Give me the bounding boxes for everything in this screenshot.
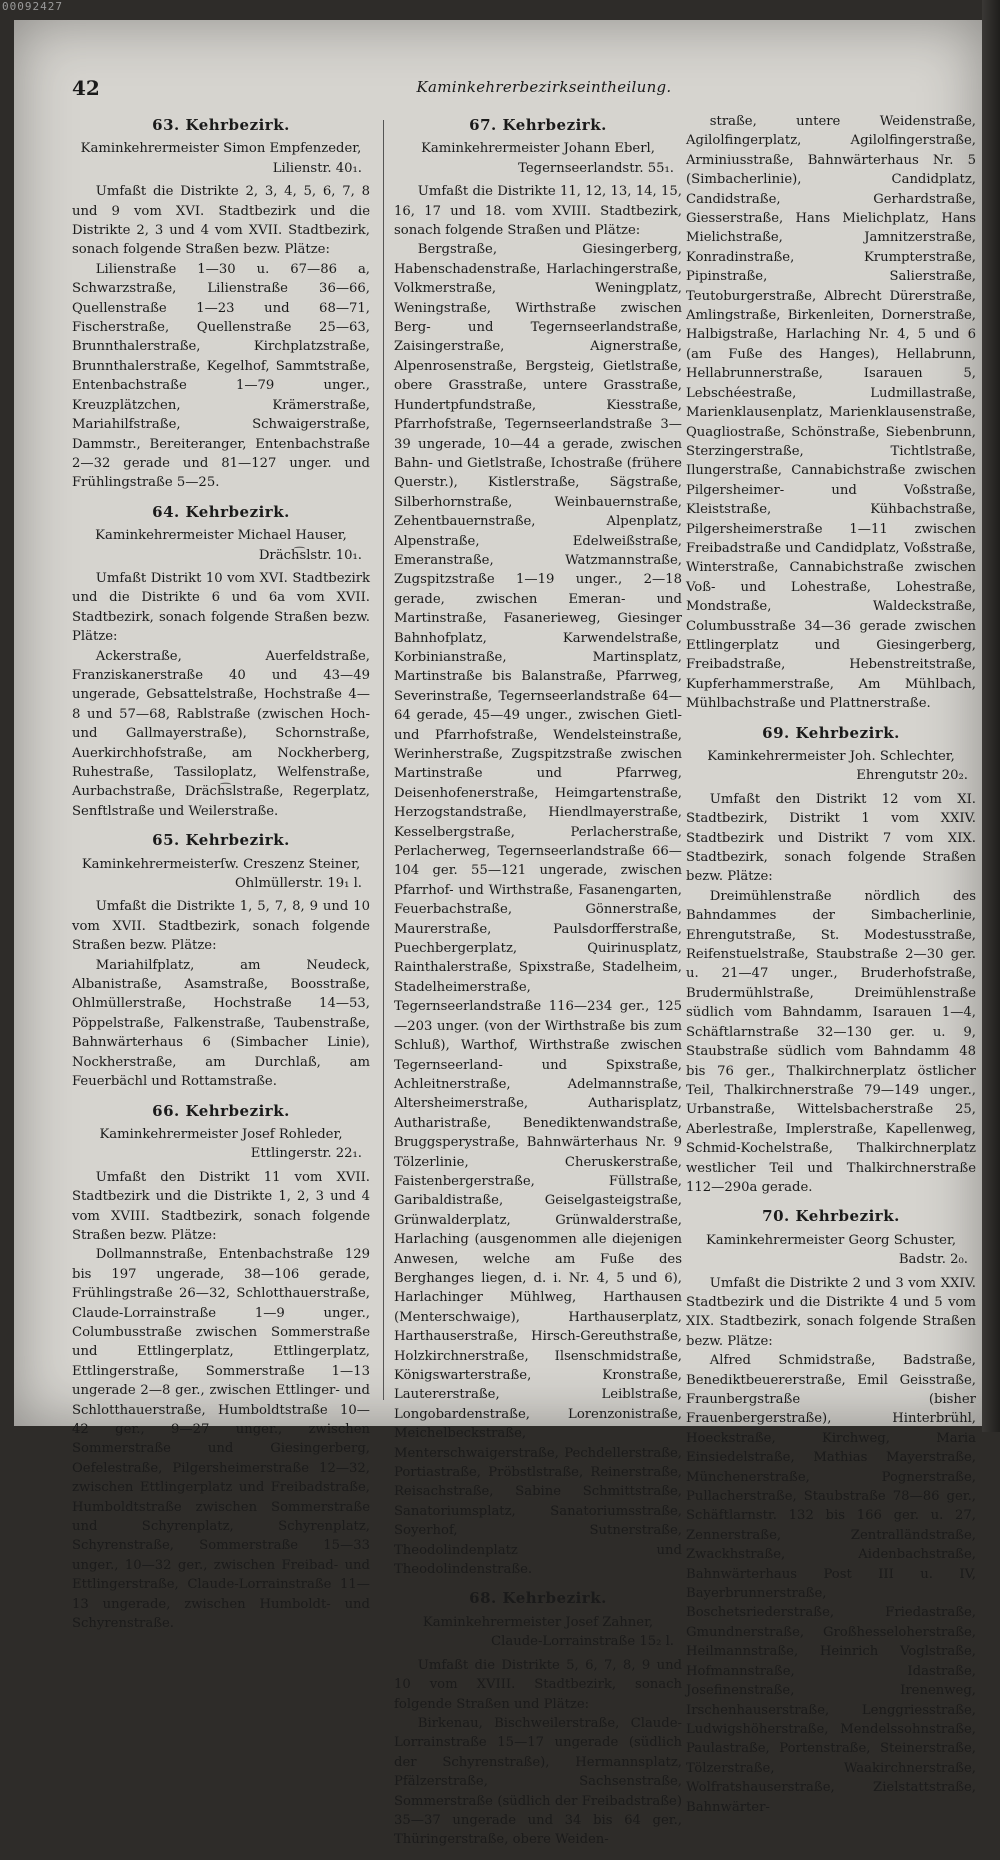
section-master: Kaminkehrermeister Josef Zahner, bbox=[422, 1614, 654, 1630]
section-address: Tegernseerlandstr. 55₁. bbox=[518, 160, 674, 176]
section-streets: Mariahilfplatz, am Neudeck, Albanistraße, Asamstraße, Boosstraße, Ohlmüllerstraße, Hochstraße 14—53, Pöppelstraße, Falkenstraße, Taubenstraße, Bahnwärterhaus 6 (Simbacher Linie), Nockherstraße, am Durchlaß, am Feuerbächl und Rottamstraße. bbox=[72, 957, 370, 1090]
section-title: 64. Kehrbezirk. bbox=[152, 502, 290, 521]
section-intro: Umfaßt den Distrikt 11 vom XVII. Stadtbezirk und die Distrikte 1, 2, 3 und 4 vom XVIII. Stadtbezirk, sonach folgende Straßen bezw. Plätze: bbox=[72, 1169, 370, 1243]
section-title: 65. Kehrbezirk. bbox=[152, 831, 290, 850]
section-intro: Umfaßt die Distrikte 11, 12, 13, 14, 15, 16, 17 und 18. vom XVIII. Stadtbezirk, sonach folgende Straßen und Plätze: bbox=[394, 184, 682, 239]
section-master: Kaminkehrermeister Joh. Schlechter, bbox=[707, 749, 955, 764]
section-66 bbox=[72, 1102, 370, 1634]
section-streets: Birkenau, Bischweilerstraße, Claude-Lorrainstraße 15—17 ungerade (südlich der Schyrenstraße), Hermannsplatz, Pfälzerstraße, Sachsenstraße, Sommerstraße (südlich der Freibadstraße) 35—37 ungerade und 34 bis 64 ger., Thüringerstraße, obere Weiden- bbox=[394, 1715, 682, 1848]
section-master: Kaminkehrermeister Johann Eberl, bbox=[421, 141, 655, 157]
section-title: 67. Kehrbezirk. bbox=[469, 116, 607, 134]
section-title: 66. Kehrbezirk. bbox=[152, 1101, 290, 1120]
section-streets: Alfred Schmidstraße, Badstraße, Benediktbeuererstraße, Emil Geisstraße, Fraunbergstraße (bisher Frauenbergerstraße), Hinterbrühl, Hoeckstraße, Kirchweg, Maria Einsiedelstraße, Mathias Mayerstraße, Münchenerstraße, Pognerstraße, Pullacherstraße, Staubstraße 78—86 ger., Schäftlarnstr. 132 bis 166 ger. u. 27, Zennerstraße, Zentralländstraße, Zwackhstraße, Aidenbachstraße, Bahnwärterhaus Post III u. IV, Bayerbrunnerstraße, Boschetsriederstraße, Friedastraße, Gmundnerstraße, Großhesseloherstraße, Heilmannstraße, Heinrich Voglstraße, Hofmannstraße, Idastraße, Josefinenstraße, Irenenweg, Irschenhauserstraße, Lenggriesstraße, Ludwigshöherstraße, Mendelssohnstraße, Paulastraße, Portenstraße, Steinerstraße, Tölzerstraße, Waakirchnerstraße, Wolfratshauserstraße, Zielstattstraße, Bahnwärter- bbox=[686, 1353, 976, 1815]
section-streets: Dollmannstraße, Entenbachstraße 129 bis 197 ungerade, 38—106 gerade, Frühlingstraße 26—32, Schlotthauerstraße, Claude-Lorrainstraße 1—9 unger., Columbusstraße zwischen Sommerstraße und Ettlingerplatz, Ettlingerplatz, Ettlingerstraße, Sommerstraße 1—13 ungerade 2—8 ger., zwischen Ettlinger- und Schlotthauerstraße, Humboldtstraße 10—42 ger., 9—27 unger., zwischen Sommerstraße und Giesingerberg, Oefelestraße, Pilgersheimerstraße 12—32, zwischen Ettlingerplatz und Freibadstraße, Humboldtstraße zwischen Sommerstraße und Schyrenplatz, Schyrenplatz, Schyrenstraße, Sommerstraße 15—33 unger., 10—32 ger., zwischen Freibad- und Ettlingerstraße, Claude-Lorrainstraße 11—13 ungerade, zwischen Humboldt- und Schyrenstraße. bbox=[72, 1247, 370, 1632]
section-master: Kaminkehrermeisterſw. Creszenz Steiner, bbox=[81, 856, 361, 872]
section-intro: Umfaßt Distrikt 10 vom XVI. Stadtbezirk und die Distrikte 6 und 6a vom XVII. Stadtbezirk, sonach folgende Straßen bezw. Plätze: bbox=[72, 570, 370, 645]
running-head: Kaminkehrerbezirkseintheilung. bbox=[416, 78, 672, 96]
section-streets: Ackerstraße, Auerfeldstraße, Franziskanerstraße 40 und 43—49 ungerade, Gebsattelstraße, Hochstraße 4—8 und 57—68, Rablstraße (zwischen Hoch- und Gallmayerstraße), Schornstraße, Auerkirchhofstraße, am Nockherberg, Ruhestraße, Tassiloplatz, Welfenstraße, Aurbachstraße, Dräch͡slstraße, Regerplatz, Senftlstraße und Weilerstraße. bbox=[72, 648, 370, 819]
section-intro: Umfaßt den Distrikt 12 vom XI. Stadtbezirk, Distrikt 1 vom XXIV. Stadtbezirk und Distrikt 7 vom XIX. Stadtbezirk, sonach folgende Straßen bezw. Plätze: bbox=[686, 791, 976, 885]
section-intro: Umfaßt die Distrikte 2, 3, 4, 5, 6, 7, 8 und 9 vom XVI. Stadtbezirk und die Distrikte 2, 3 und 4 vom XVII. Stadtbezirk, sonach folgende Straßen bezw. Plätze: bbox=[72, 184, 370, 258]
section-intro: Umfaßt die Distrikte 2 und 3 vom XXIV. Stadtbezirk und die Distrikte 4 und 5 vom XIX. Stadtbezirk, sonach folgende Straßen bezw. Plätze: bbox=[686, 1275, 976, 1349]
section-address: Lilienstr. 40₁. bbox=[272, 160, 362, 176]
section-title: 70. Kehrbezirk. bbox=[762, 1207, 900, 1226]
section-title: 68. Kehrbezirk. bbox=[469, 1589, 607, 1608]
section-master: Kaminkehrermeister Michael Hauser, bbox=[95, 528, 347, 544]
section-address: Dräch͡slstr. 10₁. bbox=[258, 547, 362, 563]
section-65 bbox=[72, 831, 370, 1091]
section-67 bbox=[394, 116, 682, 1579]
section-68 bbox=[394, 1589, 682, 1849]
section-streets: Dreimühlenstraße nördlich des Bahndammes der Simbacherlinie, Ehrengutstraße, St. Modestusstraße, Reifenstuelstraße, Staubstraße 2—30 ger. u. 21—47 unger., Bruderhofstraße, Brudermühlstraße, Dreimühlenstraße südlich vom Bahndamm, Isarauen 1—4, Schäftlarnstraße 32—130 ger. u. 9, Staubstraße südlich vom Bahndamm 48 bis 76 ger., Thalkirchnerplatz östlicher Teil, Thalkirchnerstraße 79—149 unger., Urbanstraße, Wittelsbacherstraße 25, Aberlestraße, Implerstraße, Kapellenweg, Schmid-Kochelstraße, Thalkirchnerplatz westlicher Teil und Thalkirchnerstraße 112—290a gerade. bbox=[686, 888, 976, 1195]
section-title: 69. Kehrbezirk. bbox=[762, 723, 900, 742]
section-address: Badstr. 2₀. bbox=[898, 1252, 968, 1268]
section-address: Claude-Lorrainstraße 15₂ l. bbox=[491, 1634, 674, 1650]
column-1 bbox=[72, 112, 370, 1643]
column-2 bbox=[394, 112, 682, 1860]
section-address: Ettlingerstr. 22₁. bbox=[250, 1146, 362, 1162]
section-master: Kaminkehrermeister Georg Schuster, bbox=[705, 1232, 957, 1248]
section-address: Ohlmüllerstr. 19₁ l. bbox=[234, 876, 362, 892]
page-number: 42 bbox=[72, 76, 100, 100]
document-page bbox=[14, 20, 982, 1848]
section-63 bbox=[72, 116, 370, 493]
section-streets: Lilienstraße 1—30 u. 67—86 a, Schwarzstraße, Lilienstraße 36—66, Quellenstraße 1—23 und 68—71, Fischerstraße, Quellenstraße 25—63, Brunnthalerstraße, Kirchplatzstraße, Brunnthalerstraße, Kegelhof, Sammtstraße, Entenbachstraße 1—79 unger., Kreuzplätzchen, Krämerstraße, Mariahilfstraße, Schwaigerstraße, Dammstr., Bereiteranger, Entenbachstraße 2—32 gerade und 81—127 unger. und Frühlingstraße 5—25. bbox=[72, 261, 370, 491]
section-title: 63. Kehrbezirk. bbox=[152, 116, 290, 134]
section-intro: Umfaßt die Distrikte 1, 5, 7, 8, 9 und 10 vom XVII. Stadtbezirk, sonach folgende Straßen bezw. Plätze: bbox=[72, 899, 370, 954]
section-master: Kaminkehrermeister Simon Empfenzeder, bbox=[80, 141, 362, 157]
section-64 bbox=[72, 503, 370, 822]
section-streets: Bergstraße, Giesingerberg, Habenschadenstraße, Harlachingerstraße, Volkmerstraße, Weningplatz, Weningstraße, Wirthstraße zwischen Berg- und Tegernseerlandstraße, Zaisingerstraße, Aignerstraße, Alpenrosenstraße, Bergsteig, Gietlstraße, obere Grasstraße, untere Grasstraße, Hundertpfundstraße, Kiesstraße, Pfarrhofstraße, Tegernseerlandstraße 3—39 ungerade, 10—44 a gerade, zwischen Bahn- und Gietlstraße, Ichostraße (frühere Querstr.), Kistlerstraße, Sägstraße, Silberhornstraße, Weinbauernstraße, Zehentbauernstraße, Alpenplatz, Alpenstraße, Edelweißstraße, Emeranstraße, Watzmannstraße, Zugspitzstraße 1—19 unger., 2—18 gerade, zwischen Emeran- und Martinstraße, Fasanerieweg, Giesinger Bahnhofplatz, Karwendelstraße, Korbinianstraße, Martinsplatz, Martinstraße bis Balanstraße, Pfarrweg, Severinstraße, Tegernseerlandstraße 64—64 gerade, 45—49 unger., zwischen Gietl- und Pfarrhofstraße, Wendelsteinstraße, Werinherstraße, Zugspitzstraße zwischen Martinstraße und Pfarrweg, Deisenhofenerstraße, Heimgartenstraße, Herzogstandstraße, Hiendlmayerstraße, Kesselbergstraße, Perlacherstraße, Perlacherweg, Tegernseerlandstraße 66—104 ger. 55—121 ungerade, zwischen Pfarrhof- und Wirthstraße, Fasanengarten, Feuerbachstraße, Gönnerstraße, Maurerstraße, Paulsdorfferstraße, Puechbergerplatz, Quirinusplatz, Rainthalerstraße, Spixstraße, Stadelheim, Stadelheimerstraße, Tegernseerlandstraße 116—234 ger., 125—203 unger. (von der Wirthstraße bis zum Schluß), Warthof, Wirthstraße zwischen Tegernseerland- und Spixstraße, Achleitnerstraße, Adelmannstraße, Altersheimerstraße, Autharisplatz, Autharistraße, Benediktenwandstraße, Bruggsperystraße, Bahnwärterhaus Nr. 9 Tölzerlinie, Cheruskerstraße, Faistenbergerstraße, Füllstraße, Garibaldistraße, Geiselgasteigstraße, Grünwalderplatz, Grünwalderstraße, Harlaching (ausgenommen alle diejenigen Anwesen, welche am Fuße des Berghanges liegen, d. i. Nr. 4, 5 und 6), Harlachinger Mühlweg, Harthausen (Menterschwaige), Harthauserplatz, Harthauserstraße, Hirsch-Gereuthstraße, Holzkirchnerstraße, Ilsenschmidstraße, Königswarterstraße, Kronstraße, Lautererstraße, Leiblstraße, Longobardenstraße, Lorenzonistraße, Meichelbeckstraße, Menterschwaigerstraße, Pechdellerstraße, Portiastraße, Pröbstlstraße, Reinerstraße, Reisachstraße, Sabine Schmittstraße, Sanatoriumsplatz, Sanatoriumsstraße, Soyerhof, Sutnerstraße, Theodolindenplatz und Theodolindenstraße. bbox=[394, 242, 682, 1578]
section-streets-continued: straße, untere Weidenstraße, Agilolfingerplatz, Agilolfingerstraße, Arminiusstraße, Bahnwärterhaus Nr. 5 (Simbacherlinie), Candidplatz, Candidstraße, Gerhardstraße, Giesserstraße, Hans Mielichplatz, Hans Mielichstraße, Jamnitzerstraße, Konradinstraße, Krumpterstraße, Pipinstraße, Salierstraße, Teutoburgerstraße, Albrecht Dürerstraße, Amlingstraße, Birkenleiten, Dornerstraße, Halbigstraße, Harlaching Nr. 4, 5 und 6 (am Fuße des Hanges), Hellabrunn, Hellabrunnerstraße, Isarauen 5, Lebschéestraße, Ludmillastraße, Marienklausenplatz, Marienklausenstraße, Quagliostraße, Schönstraße, Siebenbrunn, Sterzingerstraße, Tichtlstraße, Ilungerstraße, Cannabichstraße zwischen Pilgersheimer- und Voßstraße, Kleiststraße, Kühbachstraße, Pilgersheimerstraße 1—11 zwischen Freibadstraße und Candidplatz, Voßstraße, Winterstraße, Cannabichstraße zwischen Voß- und Lohestraße, Lohestraße, Mondstraße, Waldeckstraße, Columbusstraße 34—36 gerade zwischen Ettlingerplatz und Giesingerberg, Freibadstraße, Hebenstreitstraße, Kupferhammerstraße, Am Mühlbach, Mühlbachstraße und Plattnerstraße. bbox=[686, 114, 976, 712]
page-edge bbox=[982, 0, 1000, 1432]
column-3 bbox=[686, 112, 976, 1827]
section-address: Ehrengutstr 20₂. bbox=[856, 768, 968, 784]
scan-id: 00092427 bbox=[2, 0, 63, 13]
section-69 bbox=[686, 724, 976, 1198]
section-68-continued bbox=[686, 112, 976, 714]
section-master: Kaminkehrermeister Josef Rohleder, bbox=[99, 1126, 343, 1142]
section-70 bbox=[686, 1207, 976, 1817]
section-intro: Umfaßt die Distrikte 5, 6, 7, 8, 9 und 10 vom XVIII. Stadtbezirk, sonach folgende Straßen und Plätze: bbox=[394, 1657, 682, 1712]
column-rule bbox=[383, 120, 384, 1400]
